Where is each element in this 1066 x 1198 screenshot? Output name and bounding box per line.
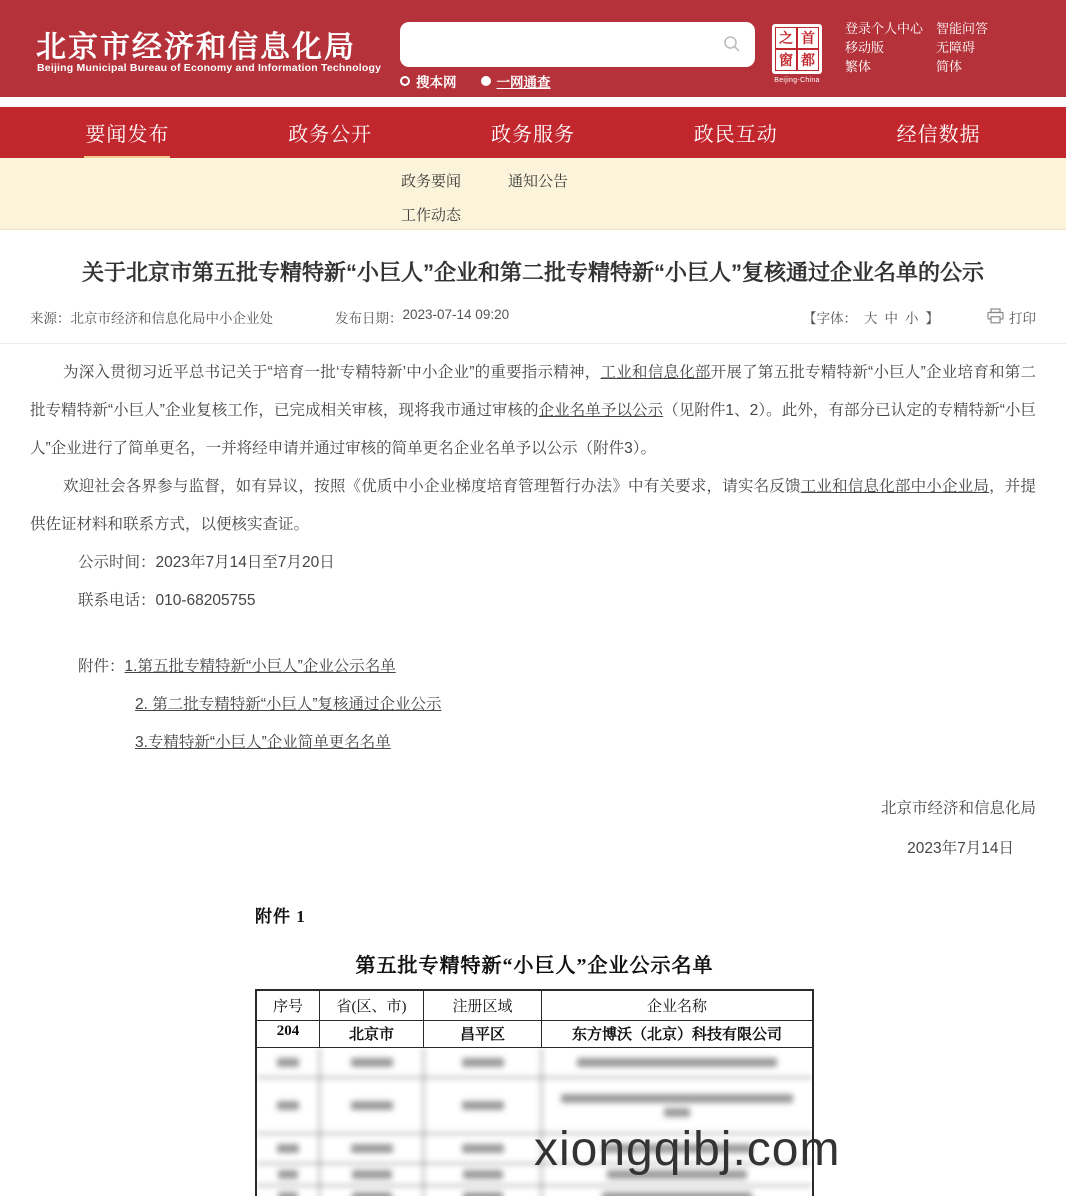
accessibility-link[interactable]: 无障碍 [936, 40, 976, 55]
date-value: 2023-07-14 09:20 [402, 307, 510, 322]
signature-date: 2023年7月14日 [907, 840, 1014, 857]
submenu-item-gov-news[interactable]: 政务要闻 [401, 173, 462, 190]
logo-char: 之 [775, 27, 797, 49]
utility-links-column-1 [845, 22, 923, 74]
login-link[interactable]: 登录个人中心 [845, 21, 924, 36]
attachment-link-1[interactable]: 1.第五批专精特新“小巨人”企业公示名单 [124, 658, 396, 675]
logo-char: 都 [797, 49, 819, 71]
source-value: 北京市经济和信息化局中小企业处 [70, 311, 273, 326]
p1-link-miit[interactable]: 工业和信息化部 [600, 364, 711, 381]
nav-item-gov-services[interactable]: 政务服务 [490, 124, 575, 146]
capital-window-logo-grid [772, 24, 822, 74]
table-header-row [257, 991, 812, 1021]
search-scope-network-label: 一网通查 [496, 75, 551, 90]
nav-item-public-interaction[interactable]: 政民互动 [693, 124, 778, 146]
nav-submenu [0, 158, 1066, 230]
attachment-doc-title: 第五批专精特新“小巨人”企业公示名单 [355, 955, 714, 977]
nav-item-news-release[interactable]: 要闻发布 [26, 107, 229, 158]
cell-province: 北京市 [320, 1021, 424, 1048]
font-size-small-button[interactable]: 小 [905, 311, 919, 326]
font-size-suffix: 】 [925, 311, 939, 326]
p1-link-list-publication[interactable]: 企业名单予以公示 [538, 402, 664, 419]
paragraph-2 [30, 468, 1036, 544]
p1-text: （见附件1、2）。此外，有部分已认定的专精特新“小巨人”企业进行了简单更名，一并将经申请并通过审核的简单更名企业名单予以公示（附件3）。 [30, 402, 1036, 457]
search-scope-site-option[interactable] [400, 71, 457, 91]
submenu-item-notices[interactable]: 通知公告 [508, 173, 569, 190]
p2-link-sme-bureau[interactable]: 工业和信息化部中小企业局 [800, 478, 990, 495]
p2-text: ，并提供佐证材料和联系方式，以便核实查证。 [30, 478, 1036, 533]
col-header-district: 注册区域 [424, 991, 542, 1021]
col-header-company: 企业名称 [542, 991, 812, 1021]
radio-selected-icon [481, 76, 491, 86]
search-bar [400, 22, 755, 67]
p1-text: 开展了第五批专精特新“小巨人”企业培育和第二批专精特新“小巨人”企业复核工作，已完成相关审核，现将我市通过审核的 [30, 364, 1036, 419]
article-source [30, 307, 273, 327]
attachment-link-3[interactable]: 3.专精特新“小巨人”企业简单更名名单 [135, 734, 391, 751]
cell-index: 204 [257, 1021, 320, 1048]
search-input[interactable] [414, 26, 714, 63]
article-publish-date [335, 307, 509, 327]
font-size-control [803, 307, 939, 327]
font-size-large-button[interactable]: 大 [864, 311, 878, 326]
attachments-label: 附件： [78, 658, 125, 675]
publicity-period: 公示时间：2023年7月14日至7月20日 [78, 554, 335, 571]
font-size-medium-button[interactable]: 中 [884, 311, 898, 326]
logo-char: 首 [797, 27, 819, 49]
attachment-link-2[interactable]: 2. 第二批专精特新“小巨人”复核通过企业公示 [135, 696, 442, 713]
source-label: 来源： [30, 311, 71, 326]
font-size-prefix: 【字体： [803, 311, 857, 326]
signature-block [30, 796, 1036, 858]
submenu-item-work-updates[interactable]: 工作动态 [401, 207, 462, 224]
attachment-row-3 [78, 724, 1036, 762]
signature-org: 北京市经济和信息化局 [880, 800, 1036, 817]
col-header-province: 省(区、市) [320, 991, 424, 1021]
logo-caption: Beijing-China [774, 77, 820, 84]
page-title: 关于北京市第五批专精特新“小巨人”企业和第二批专精特新“小巨人”复核通过企业名单的公示 [81, 260, 984, 285]
attachment-row-2 [78, 686, 1036, 724]
site-watermark: xiongqibj.com [534, 1123, 841, 1176]
date-label: 发布日期： [335, 311, 403, 326]
article [0, 256, 1066, 327]
article-meta [30, 307, 1036, 327]
contact-phone: 联系电话：010-68205755 [78, 592, 256, 609]
nav-item-economic-data[interactable]: 经信数据 [896, 124, 981, 146]
site-header [0, 0, 1066, 97]
traditional-chinese-link[interactable]: 繁体 [845, 59, 872, 74]
simplified-chinese-link[interactable]: 简体 [936, 59, 963, 74]
attachment-row-1 [78, 648, 1036, 686]
utility-links-column-2 [936, 22, 988, 74]
table-row [257, 1021, 812, 1048]
cell-company: 东方博沃（北京）科技有限公司 [542, 1021, 812, 1048]
search-scope-site-label: 搜本网 [416, 75, 457, 90]
attachment-doc-label: 附件 1 [255, 907, 306, 926]
mobile-version-link[interactable]: 移动版 [845, 40, 885, 55]
col-header-index: 序号 [257, 991, 320, 1021]
paragraph-1 [30, 354, 1036, 468]
print-button[interactable] [987, 307, 1036, 327]
search-scope-options [400, 71, 551, 91]
site-subtitle: Beijing Municipal Bureau of Economy and Information Technology [37, 62, 382, 74]
print-label: 打印 [1009, 311, 1036, 326]
site-title: 北京市经济和信息化局 [36, 31, 356, 64]
nav-item-gov-disclosure[interactable]: 政务公开 [288, 124, 373, 146]
meta-divider [0, 343, 1066, 344]
p1-text: 为深入贯彻习近平总书记关于“培育一批‘专精特新’中小企业”的重要指示精神， [63, 364, 601, 381]
p2-text: 欢迎社会各界参与监督，如有异议，按照《优质中小企业梯度培育管理暂行办法》中有关要求，请实名反馈 [63, 478, 801, 495]
capital-window-logo[interactable] [772, 24, 822, 84]
search-icon[interactable] [723, 35, 741, 53]
smart-qa-link[interactable]: 智能问答 [936, 21, 989, 36]
printer-icon [987, 308, 1004, 327]
article-tools [803, 307, 1036, 327]
radio-unselected-icon [400, 76, 410, 86]
article-body [0, 354, 1066, 858]
search-scope-network-option[interactable] [481, 71, 551, 91]
main-nav [0, 107, 1066, 158]
attachments-list [30, 648, 1036, 762]
logo-char: 窗 [775, 49, 797, 71]
cell-district: 昌平区 [424, 1021, 542, 1048]
